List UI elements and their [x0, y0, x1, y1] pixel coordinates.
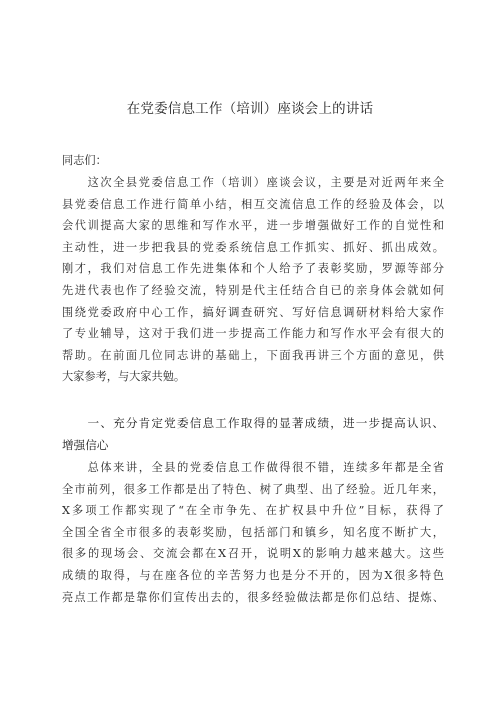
paragraph-2: [62, 457, 444, 608]
text-line: 县党委信息工作进行简单小结，相互交流信息工作的经验及体会，以: [62, 197, 444, 211]
heading-line: 一、充分肯定党委信息工作取得的显著成绩，进一步提高认识、: [62, 416, 444, 430]
section-1-heading: [62, 413, 444, 456]
text-line: 全市前列，很多工作都是出了特色、树了典型、出了经验。近几年来，: [62, 482, 444, 496]
heading-line: 增强信心: [62, 437, 109, 452]
text-line: 很多的现场会、交流会都在X召开，说明X的影响力越来越大。这些: [62, 547, 444, 561]
text-line: 围绕党委政府中心工作，搞好调查研究、写好信息调研材料给大家作: [62, 305, 444, 319]
text-line: 了专业辅导，这对于我们进一步提高工作能力和写作水平会有很大的: [62, 327, 444, 341]
text-line: 这次全县党委信息工作（培训）座谈会议，主要是对近两年来全: [62, 176, 444, 189]
text-line: 大家参考，与大家共勉。: [62, 370, 186, 384]
text-line: 成绩的取得，与在座各位的辛苦努力也是分不开的，因为X很多特色: [62, 568, 444, 582]
text-line: 会代训提高大家的思维和写作水平，进一步增强做好工作的自觉性和: [62, 219, 444, 233]
greeting-line: 同志们：: [62, 154, 107, 167]
text-line: 帮助。在前面几位同志讲的基础上，下面我再讲三个方面的意见，供: [62, 348, 444, 362]
text-line: 刚才，我们对信息工作先进集体和个人给予了表彰奖励，罗源等部分: [62, 262, 444, 276]
document-title: 在党委信息工作（培训）座谈会上的讲话: [126, 101, 374, 117]
text-line: 总体来讲，全县的党委信息工作做得很不错，连续多年都是全省: [62, 461, 444, 474]
text-line: 主动性，进一步把我县的党委系统信息工作抓实、抓好、抓出成效。: [62, 240, 444, 254]
text-line: 全国全省全市很多的表彰奖励，包括部门和镇乡，知名度不断扩大，: [62, 525, 444, 539]
text-line: 亮点工作都是靠你们宣传出去的，很多经验做法都是你们总结、提炼、: [62, 590, 444, 604]
text-line: 先进代表也作了经验交流，特别是代主任结合自已的亲身体会就如何: [62, 283, 444, 297]
text-line: X多项工作都实现了“在全市争先、在扩权县中升位”目标，获得了: [62, 504, 444, 518]
paragraph-1: [62, 172, 444, 388]
